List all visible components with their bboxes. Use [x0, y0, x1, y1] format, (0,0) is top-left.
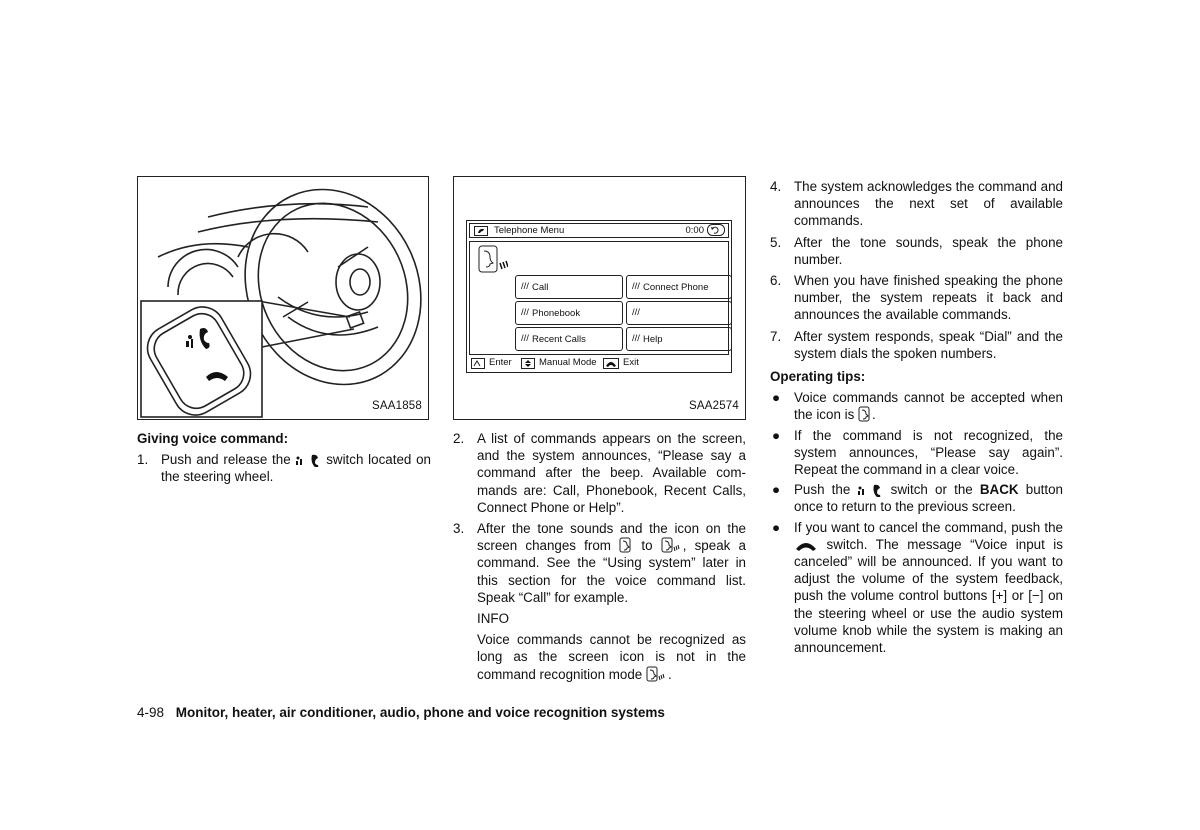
phone-icon: [474, 226, 488, 236]
tip-4: ● If you want to cancel the command, push the switch. The message “Voice input is canceled” will be announced. If you want to adjust the volume of the system feedback, push the volume control buttons [+] or [−] on the steering wheel or use the audio system volume knob while the system is making an announcement.: [772, 519, 1063, 656]
steering-wheel-figure: [137, 176, 429, 420]
step-4: 4. The system acknowledges the command and announces the next set of available commands.: [770, 179, 1063, 229]
screen-title: Telephone Menu: [494, 225, 565, 236]
giving-voice-command-heading: Giving voice command:: [137, 431, 289, 446]
screen-time: 0:00: [685, 225, 704, 236]
step-3: 3. After the tone sounds and the icon on the screen changes from to , speak a command. See the “Using system” later in this section for the voice command list. Speak “Call” for example.: [453, 521, 746, 605]
enter-label: Enter: [489, 357, 512, 368]
voice-recognition-icon: [646, 666, 668, 682]
tip-2: ● If the command is not recognized, the system announces, “Please say again”. Repeat the command in a clear voice.: [772, 427, 1063, 478]
voice-standby-icon: [619, 537, 633, 553]
voice-recognition-icon: [661, 537, 683, 553]
screen-title-bar: [469, 223, 729, 238]
info-text: Voice commands cannot be recognized as long as the screen icon is not in the command recognition mode .: [477, 632, 746, 682]
info-label: INFO: [477, 611, 509, 627]
step-2: 2. A list of commands appears on the screen, and the system announces, “Please say a command after the beep. Available com-mands are: Call, Phonebook, Recent Calls, Connect Phone or Help”.: [453, 431, 746, 515]
section-title: Monitor, heater, air conditioner, audio, phone and voice recognition systems: [175, 705, 665, 720]
middle-column: [453, 430, 746, 687]
tip-1: ● Voice commands cannot be accepted when the icon is .: [772, 390, 1063, 423]
enter-icon: [471, 358, 485, 369]
step-6: 6. When you have finished speaking the phone number, the system repeats it back and announces the available commands.: [770, 273, 1063, 323]
back-icon: [707, 224, 725, 236]
figure-label: SAA1858: [372, 399, 422, 412]
telephone-menu-figure: [453, 176, 746, 420]
help-button[interactable]: /// Help: [626, 327, 732, 351]
step-5: 5. After the tone sounds, speak the phone number.: [770, 234, 1063, 267]
page-footer: [137, 704, 665, 721]
hang-up-icon: [794, 540, 818, 552]
step-7: 7. After system responds, speak “Dial” and the system dials the spoken numbers.: [770, 328, 1063, 361]
figure-label: SAA2574: [689, 399, 739, 412]
exit-label: Exit: [623, 357, 639, 368]
screen-footer: [469, 357, 729, 370]
page-number: 4-98: [137, 705, 165, 720]
steering-wheel-illustration: [138, 177, 428, 419]
step-1: 1. Push and release the switch located on the steering wheel.: [137, 452, 431, 485]
voice-standby-icon: [858, 406, 872, 422]
voice-recognition-icon: [478, 245, 508, 275]
talk-phone-switch-icon: [857, 484, 883, 497]
exit-icon: [603, 358, 619, 369]
tip-3: ● Push the switch or the BACK button once to return to the previous screen.: [772, 482, 1063, 515]
telephone-menu-screen: [466, 220, 732, 373]
talk-phone-switch-icon: [295, 454, 321, 467]
operating-tips-heading: Operating tips:: [770, 369, 866, 385]
empty-button[interactable]: ///: [626, 301, 732, 325]
connect-phone-button[interactable]: /// Connect Phone: [626, 275, 732, 299]
manual-mode-label: Manual Mode: [539, 357, 597, 368]
manual-mode-icon: [521, 358, 535, 369]
screen-body: [469, 241, 729, 355]
recent-calls-button[interactable]: /// Recent Calls: [515, 327, 623, 351]
phonebook-button[interactable]: /// Phonebook: [515, 301, 623, 325]
call-button[interactable]: /// Call: [515, 275, 623, 299]
right-column: [770, 178, 1063, 659]
left-column: [137, 430, 431, 490]
